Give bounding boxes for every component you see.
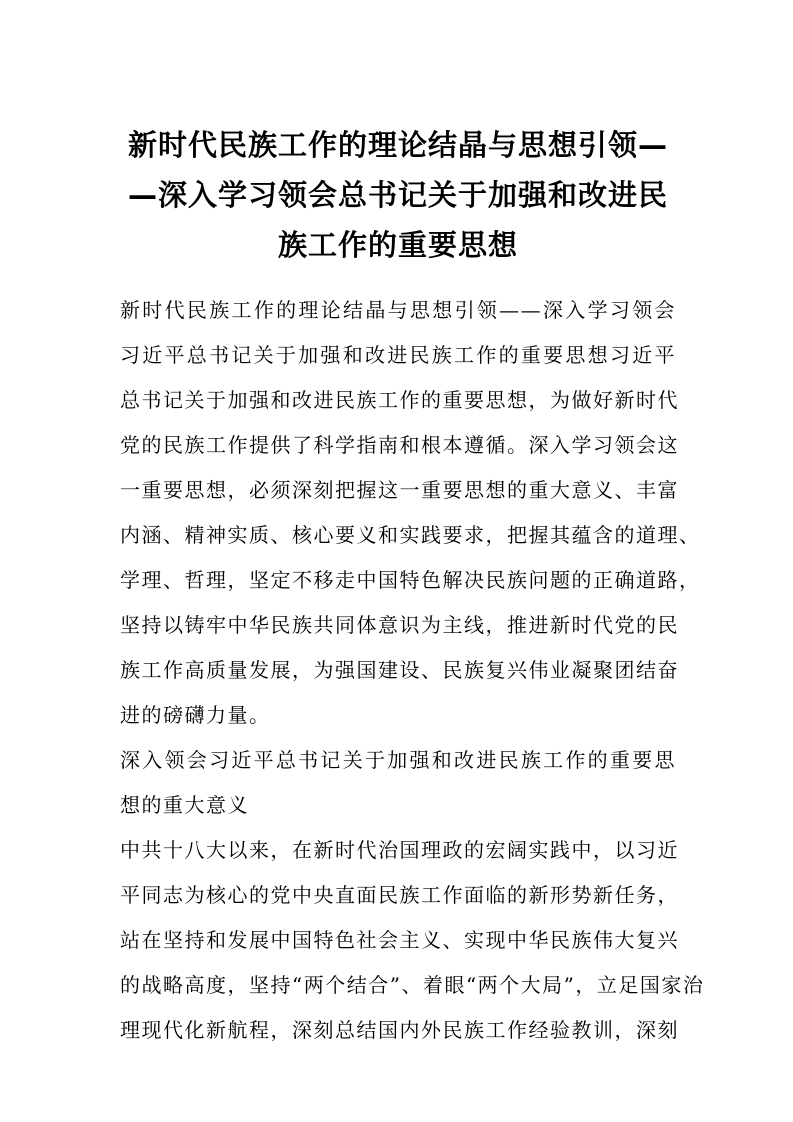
text-line: 内涵、精神实质、核心要义和实践要求，把握其蕴含的道理、: [120, 523, 701, 547]
text-line: 党的民族工作提供了科学指南和根本遵循。深入学习领会这: [120, 433, 679, 457]
title-line: 新时代民族工作的理论结晶与思想引领—: [127, 128, 668, 162]
text-line: 深入领会习近平总书记关于加强和改进民族工作的重要思: [120, 748, 676, 772]
title-line: 族工作的重要思想: [277, 228, 518, 262]
text-line: 进的磅礴力量。: [120, 703, 271, 727]
text-line: 族工作高质量发展，为强国建设、民族复兴伟业凝聚团结奋: [120, 658, 679, 682]
text-line: 总书记关于加强和改进民族工作的重要思想，为做好新时代: [120, 388, 679, 412]
intro-paragraph: [120, 288, 701, 738]
text-line: 坚持以铸牢中华民族共同体意识为主线，推进新时代党的民: [120, 613, 679, 637]
text-line: 理现代化新航程，深刻总结国内外民族工作经验教训，深刻: [120, 1018, 679, 1042]
text-line: 的战略高度，坚持“两个结合”、着眼“两个大局”，立足国家治: [120, 973, 705, 997]
document-title: [120, 120, 676, 270]
text-line: 中共十八大以来，在新时代治国理政的宏阔实践中，以习近: [120, 838, 679, 862]
body-paragraph: [120, 828, 705, 1053]
section-heading-paragraph: [120, 738, 676, 828]
text-line: 新时代民族工作的理论结晶与思想引领——深入学习领会: [120, 298, 676, 322]
title-line: —深入学习领会总书记关于加强和改进民: [127, 178, 668, 212]
text-line: 学理、哲理，坚定不移走中国特色解决民族问题的正确道路，: [120, 568, 701, 592]
text-line: 想的重大意义: [120, 793, 249, 817]
document-body: [120, 288, 705, 1053]
text-line: 平同志为核心的党中央直面民族工作面临的新形势新任务，: [120, 883, 679, 907]
text-line: 站在坚持和发展中国特色社会主义、实现中华民族伟大复兴: [120, 928, 679, 952]
text-line: 一重要思想，必须深刻把握这一重要思想的重大意义、丰富: [120, 478, 679, 502]
text-line: 习近平总书记关于加强和改进民族工作的重要思想习近平: [120, 343, 676, 367]
